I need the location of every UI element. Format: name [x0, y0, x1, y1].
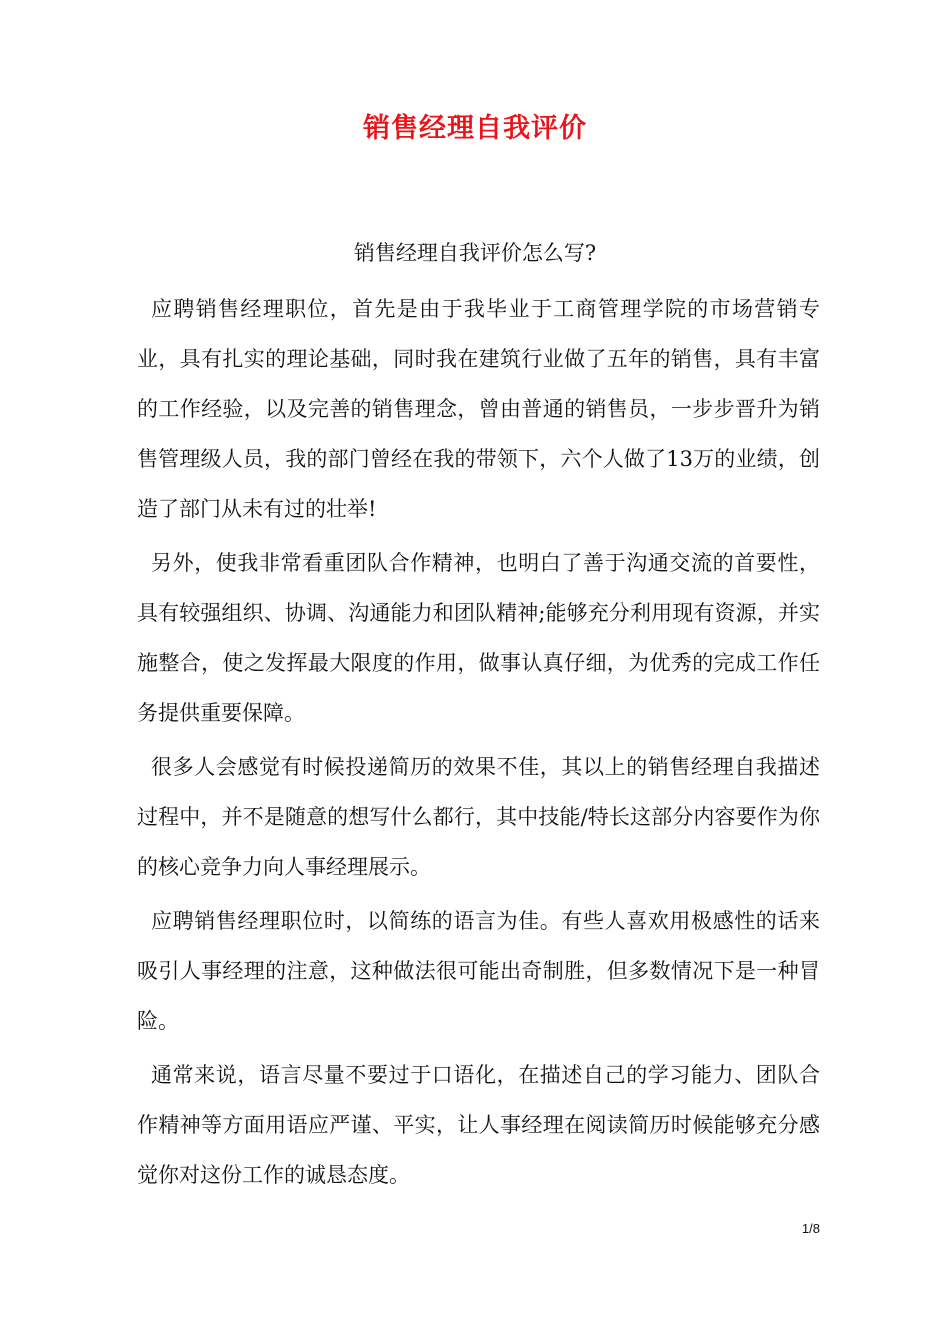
document-body: [137, 284, 820, 1204]
paragraph-5: 通常来说，语言尽量不要过于口语化，在描述自己的学习能力、团队合作精神等方面用语应严谨、平实，让人事经理在阅读简历时候能够充分感觉你对这份工作的诚恳态度。: [137, 1063, 820, 1187]
paragraph-1: 应聘销售经理职位，首先是由于我毕业于工商管理学院的市场营销专业，具有扎实的理论基础，同时我在建筑行业做了五年的销售，具有丰富的工作经验，以及完善的销售理念，曾由普通的销售员，一步步晋升为销售管理级人员，我的部门曾经在我的带领下，六个人做了13万的业绩，创造了部门从未有过的壮举!: [137, 297, 820, 521]
paragraph-4: 应聘销售经理职位时，以简练的语言为佳。有些人喜欢用极感性的话来吸引人事经理的注意，这种做法很可能出奇制胜，但多数情况下是一种冒险。: [137, 909, 820, 1033]
document-subtitle: 销售经理自我评价怎么写?: [353, 241, 597, 265]
page-number: 1/8: [801, 1221, 820, 1236]
document-title: 销售经理自我评价: [363, 113, 587, 144]
paragraph-3: 很多人会感觉有时候投递简历的效果不佳，其以上的销售经理自我描述过程中，并不是随意的想写什么都行，其中技能/特长这部分内容要作为你的核心竞争力向人事经理展示。: [137, 755, 820, 879]
paragraph-2: 另外，使我非常看重团队合作精神，也明白了善于沟通交流的首要性，具有较强组织、协调、沟通能力和团队精神;能够充分利用现有资源，并实施整合，使之发挥最大限度的作用，做事认真仔细，为优秀的完成工作任务提供重要保障。: [137, 551, 820, 725]
